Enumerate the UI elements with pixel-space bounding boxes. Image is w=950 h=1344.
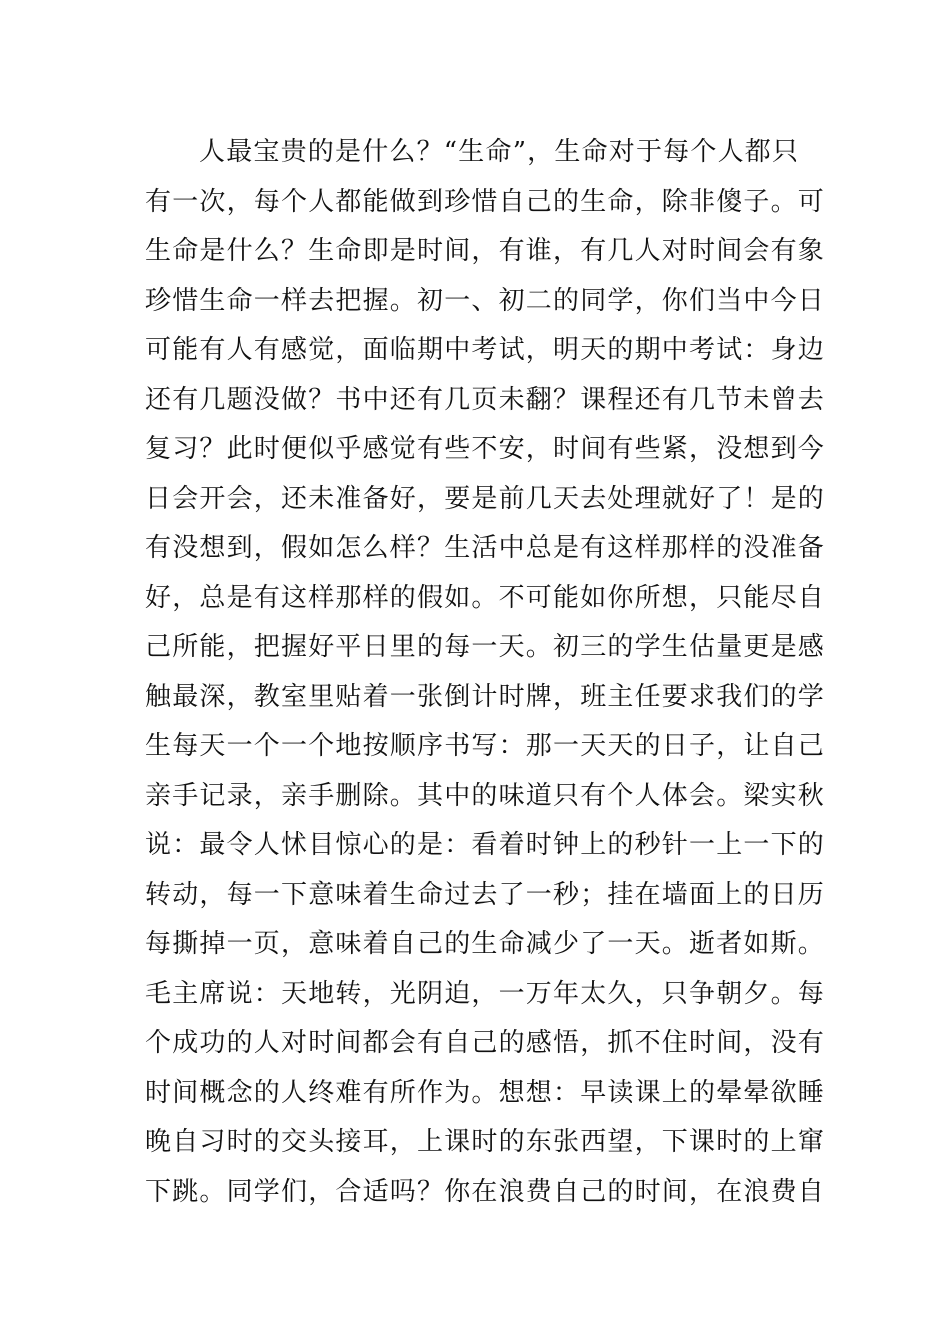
text-line-4: 珍惜生命一样去把握。初一、初二的同学，你们当中今日 (145, 285, 826, 316)
text-line-9: 有没想到，假如怎么样？生活中总是有这样那样的没准备 (145, 533, 826, 563)
text-line-17: 每撕掉一页，意味着自己的生命减少了一天。逝者如斯。 (145, 929, 826, 959)
text-line-22: 下跳。同学们，合适吗？你在浪费自己的时间，在浪费自 (145, 1176, 826, 1207)
text-line-12: 触最深，教室里贴着一张倒计时牌，班主任要求我们的学 (145, 681, 826, 712)
text-line-6: 还有几题没做？书中还有几页未翻？课程还有几节未曾去 (145, 384, 826, 415)
text-line-21: 晚自习时的交头接耳，上课时的东张西望，下课时的上窜 (145, 1127, 826, 1157)
text-line-14: 亲手记录，亲手删除。其中的味道只有个人体会。梁实秋 (145, 780, 826, 811)
text-line-5: 可能有人有感觉，面临期中考试，明天的期中考试：身边 (145, 335, 826, 365)
text-line-2: 有一次，每个人都能做到珍惜自己的生命，除非傻子。可 (145, 186, 826, 217)
text-line-3: 生命是什么？生命即是时间，有谁，有几人对时间会有象 (145, 236, 826, 266)
text-line-15: 说：最令人怵目惊心的是：看着时钟上的秒针一上一下的 (145, 830, 826, 860)
text-line-18: 毛主席说：天地转，光阴迫，一万年太久，只争朝夕。每 (145, 978, 826, 1009)
text-line-8: 日会开会，还未准备好，要是前几天去处理就好了！是的 (145, 483, 826, 514)
text-line-19: 个成功的人对时间都会有自己的感悟，抓不住时间，没有 (145, 1028, 826, 1058)
body-paragraph (145, 128, 826, 1217)
text-line-11: 己所能，把握好平日里的每一天。初三的学生估量更是感 (145, 632, 826, 662)
text-line-7: 复习？此时便似乎感觉有些不安，时间有些紧，没想到今 (145, 434, 826, 464)
text-line-16: 转动，每一下意味着生命过去了一秒；挂在墙面上的日历 (145, 879, 826, 910)
text-line-20: 时间概念的人终难有所作为。想想：早读课上的晕晕欲睡 (145, 1077, 826, 1108)
text-line-10: 好，总是有这样那样的假如。不可能如你所想，只能尽自 (145, 582, 826, 613)
text-line-1: 人最宝贵的是什么？“生命”，生命对于每个人都只 (199, 137, 800, 167)
text-line-13: 生每天一个一个地按顺序书写：那一天天的日子，让自己 (145, 731, 826, 761)
